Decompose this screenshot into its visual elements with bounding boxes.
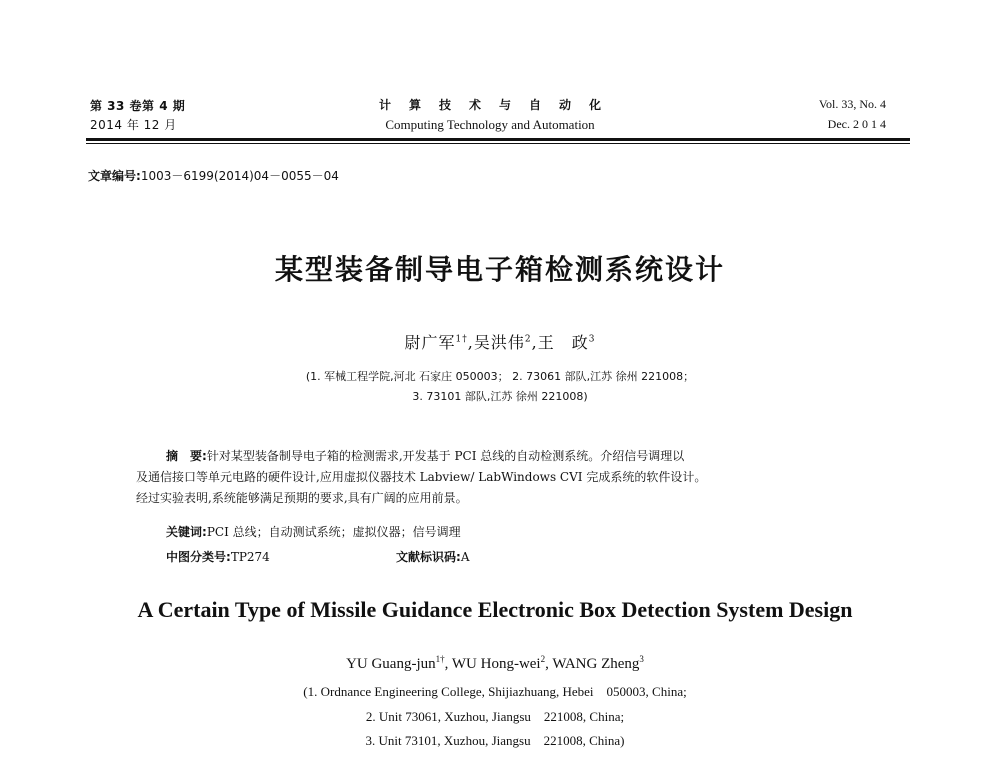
affiliation-cn-line-1: (1. 军械工程学院,河北 石家庄 050003； 2. 73061 部队,江苏 徐州 221008； (305, 370, 695, 383)
authors-cn: 尉广军$^{1\dagger}$,吴洪伟$^2$,王 政$^3$ (404, 333, 596, 352)
author-2-sup: 2 (524, 334, 532, 345)
author-1-sup: 1† (455, 334, 468, 345)
issue-info-en (819, 94, 886, 134)
authors-en: YU Guang-jun$^{1\dagger}$, WU Hong-wei$^2$, WANG Zheng$^3$ (346, 654, 644, 672)
document-code-label: 文献标识码: (396, 550, 461, 564)
date-cn: 2014 年 12 月 (90, 118, 177, 132)
header-rule-thick (86, 138, 910, 141)
author-2-en-sup: 2 (540, 654, 546, 664)
author-3-sup: 3 (588, 334, 596, 345)
header-rule-thin (86, 143, 910, 144)
keywords-value: PCI 总线；自动测试系统；虚拟仪器；信号调理 (206, 525, 461, 539)
abstract-line-2: 及通信接口等单元电路的硬件设计,应用虚拟仪器技术 Labview/ LabWindows CVI 完成系统的软件设计。 (136, 470, 707, 484)
journal-name (340, 95, 640, 135)
classification-value: TP274 (230, 550, 270, 564)
abstract-text-1: 针对某型装备制导电子箱的检测需求,开发基于 PCI 总线的自动检测系统。介绍信号调理以 (206, 449, 685, 463)
affiliation-en-line-3: 3. Unit 73101, Xuzhou, Jiangsu 221008, China) (365, 733, 625, 748)
document-code-value: A (460, 550, 470, 564)
title-cn: 某型装备制导电子箱检测系统设计 (274, 253, 725, 286)
article-number-value: 1003－6199(2014)04－0055－04 (140, 169, 339, 183)
abstract-cn (136, 446, 886, 509)
keywords-label: 关键词: (166, 525, 207, 539)
issue-info-cn (90, 97, 185, 135)
volume-cn: 第 33 卷第 4 期 (90, 99, 186, 113)
author-3-en: WANG Zheng (552, 656, 640, 672)
classification-number (166, 548, 270, 565)
document-code (396, 548, 469, 565)
article-number-label: 文章编号: (88, 169, 141, 183)
title-en: A Certain Type of Missile Guidance Electronic Box Detection System Design (137, 597, 853, 622)
classification-label: 中图分类号: (166, 550, 231, 564)
author-1-en: YU Guang-jun (346, 656, 436, 672)
abstract-line-1 (136, 446, 886, 467)
date-en: Dec. 2 0 1 4 (827, 117, 886, 131)
affiliation-en-line-1: (1. Ordnance Engineering College, Shijiazhuang, Hebei 050003, China; (303, 684, 687, 699)
author-1-en-sup: 1† (435, 654, 445, 664)
author-1-cn: 尉广军 (404, 333, 456, 352)
author-2-cn: 吴洪伟 (473, 333, 525, 352)
affiliation-en-line-2: 2. Unit 73061, Xuzhou, Jiangsu 221008, China; (365, 709, 625, 724)
abstract-label: 摘 要: (166, 449, 207, 463)
author-2-en: WU Hong-wei (451, 656, 541, 672)
keywords-cn (166, 523, 461, 540)
author-3-en-sup: 3 (639, 654, 644, 664)
journal-name-cn: 计算技术与自动化 (378, 98, 619, 112)
journal-name-en: Computing Technology and Automation (385, 117, 595, 132)
author-3-cn: 王 政 (537, 333, 589, 352)
article-number (88, 167, 339, 184)
abstract-line-3: 经过实验表明,系统能够满足预期的要求,具有广阔的应用前景。 (136, 491, 468, 505)
volume-en: Vol. 33, No. 4 (818, 97, 886, 111)
affiliation-cn-line-2: 3. 73101 部队,江苏 徐州 221008) (412, 390, 588, 403)
